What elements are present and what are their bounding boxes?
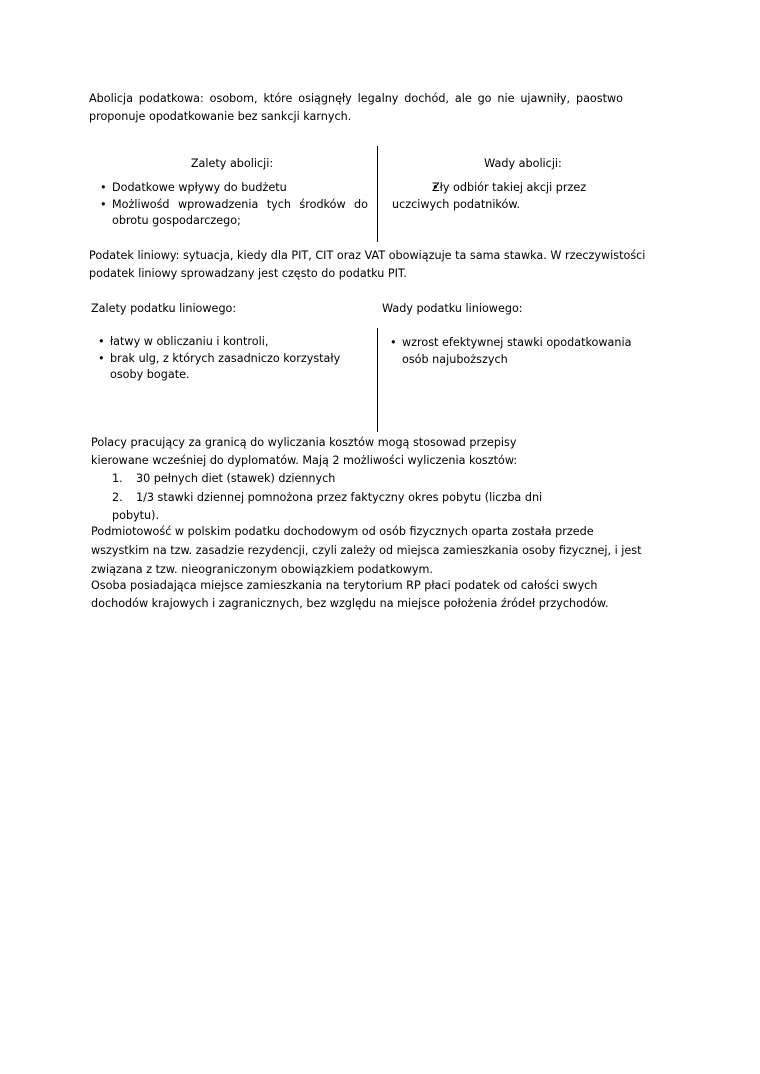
flat-tax-pros-list <box>98 334 353 384</box>
resident-paragraph: Osoba posiadająca miejsce zamieszkania na terytorium RP płaci podatek od całości swych dochodów krajowych i zagranicznych, bez względu na miejsce położenia źródeł przychodów. <box>91 579 609 610</box>
abolition-cons-heading: Wady abolicji: <box>484 157 562 170</box>
flat-tax-pros-heading: Zalety podatku liniowego: <box>91 302 237 315</box>
cost-options-list <box>112 470 582 526</box>
column-divider <box>377 146 378 242</box>
flat-tax-cons-list <box>390 335 635 368</box>
list-item: • Możliwośd wprowadzenia tych środków do obrotu gospodarczego; <box>100 197 368 230</box>
abolition-pros-heading: Zalety abolicji: <box>190 157 274 170</box>
abroad-intro: Polacy pracujący za granicą do wyliczania kosztów mogą stosowad przepisy kierowane wcześniej do dyplomatów. Mają 2 możliwości wyliczenia kosztów: <box>91 436 518 467</box>
flat-tax-intro: Podatek liniowy: sytuacja, kiedy dla PIT, CIT oraz VAT obowiązuje ta sama stawka. W rzeczywistości podatek liniowy sprowadzany jest często do podatku PIT. <box>89 249 646 280</box>
subjectivity-paragraph: Podmiotowość w polskim podatku dochodowym od osób fizycznych oparta została przede wszystkim na tzw. zasadzie rezydencji, czyli zależy od miejsca zamieszkania osoby fizycznej, i jest związana z tzw. nieograniczonym obowiązkiem podatkowym. <box>91 525 642 576</box>
list-item: • wzrost efektywnej stawki opodatkowania osób najuboższych <box>390 335 635 368</box>
list-item: 1. 30 pełnych diet (stawek) dziennych <box>112 472 336 485</box>
list-item: • Dodatkowe wpływy do budżetu <box>100 180 368 197</box>
list-item: • Zły odbiór takiej akcji przez uczciwych podatników. <box>392 180 642 213</box>
abolition-pros-list <box>100 180 368 230</box>
list-item: • brak ulg, z których zasadniczo korzystały osoby bogate. <box>98 351 353 384</box>
abolition-intro: Abolicja podatkowa: osobom, które osiągnęły legalny dochód, ale go nie ujawniły, paostwo proponuje opodatkowanie bez sankcji karnych. <box>89 92 623 123</box>
column-divider <box>377 328 378 432</box>
abolition-cons-list <box>392 180 642 213</box>
flat-tax-cons-heading: Wady podatku liniowego: <box>382 302 523 315</box>
list-item: • łatwy w obliczaniu i kontroli, <box>98 334 353 351</box>
list-item: 2. 1/3 stawki dziennej pomnożona przez faktyczny okres pobytu (liczba dni pobytu). <box>112 490 543 522</box>
